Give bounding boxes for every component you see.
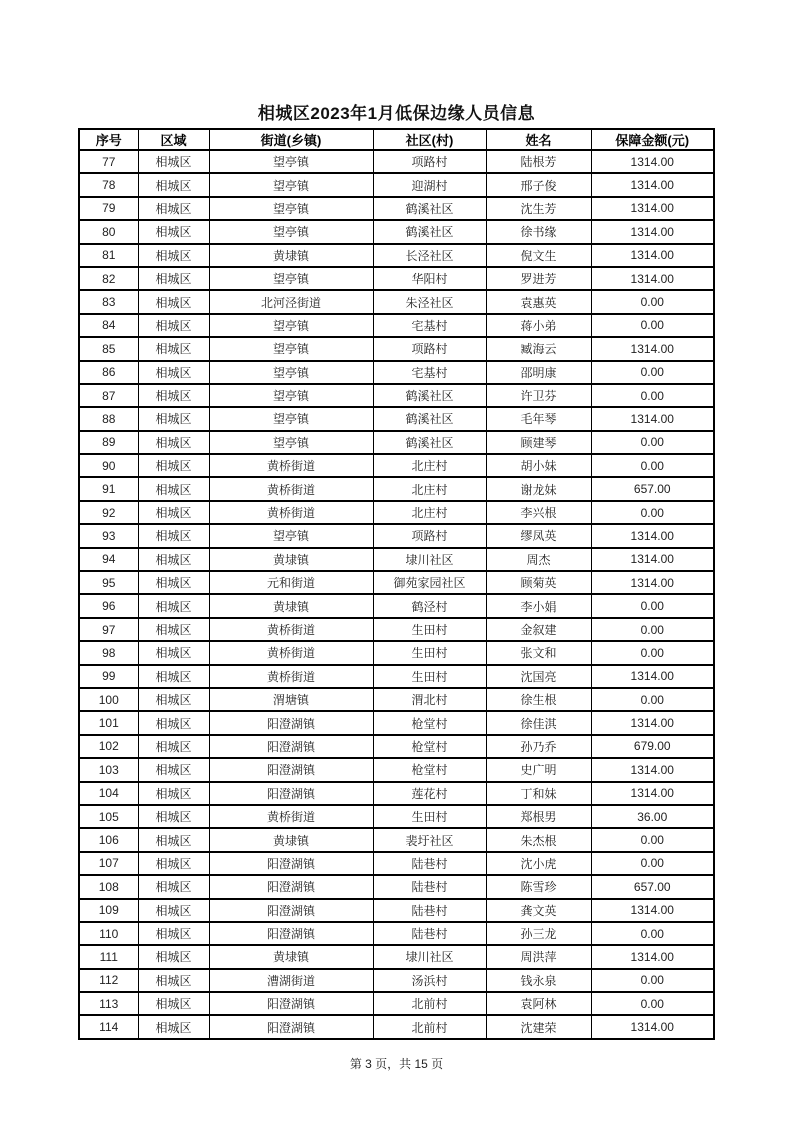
table-cell: 相城区 xyxy=(138,688,209,711)
table-cell: 相城区 xyxy=(138,758,209,781)
table-cell: 1314.00 xyxy=(591,758,714,781)
table-row xyxy=(79,688,714,711)
table-cell: 黄桥街道 xyxy=(209,805,373,828)
table-cell: 莲花村 xyxy=(373,782,486,805)
table-cell: 111 xyxy=(79,945,138,968)
table-cell: 黄桥街道 xyxy=(209,477,373,500)
table-cell: 李小娟 xyxy=(486,594,591,617)
table-cell: 相城区 xyxy=(138,969,209,992)
table-cell: 相城区 xyxy=(138,782,209,805)
table-cell: 相城区 xyxy=(138,454,209,477)
table-cell: 北庄村 xyxy=(373,501,486,524)
table-row xyxy=(79,501,714,524)
table-cell: 相城区 xyxy=(138,220,209,243)
table-cell: 阳澄湖镇 xyxy=(209,992,373,1015)
table-cell: 相城区 xyxy=(138,618,209,641)
table-cell: 鹤溪社区 xyxy=(373,407,486,430)
table-cell: 101 xyxy=(79,711,138,734)
table-row xyxy=(79,173,714,196)
table-cell: 蒋小弟 xyxy=(486,314,591,337)
table-cell: 阳澄湖镇 xyxy=(209,735,373,758)
table-cell: 100 xyxy=(79,688,138,711)
table-cell: 相城区 xyxy=(138,641,209,664)
table-cell: 相城区 xyxy=(138,477,209,500)
table-cell: 望亭镇 xyxy=(209,431,373,454)
table-cell: 0.00 xyxy=(591,969,714,992)
table-cell: 相城区 xyxy=(138,150,209,173)
table-cell: 相城区 xyxy=(138,922,209,945)
table-cell: 阳澄湖镇 xyxy=(209,1015,373,1039)
table-cell: 郑根男 xyxy=(486,805,591,828)
table-cell: 北庄村 xyxy=(373,454,486,477)
table-cell: 李兴根 xyxy=(486,501,591,524)
table-row xyxy=(79,290,714,313)
table-cell: 113 xyxy=(79,992,138,1015)
table-cell: 相城区 xyxy=(138,314,209,337)
table-cell: 0.00 xyxy=(591,922,714,945)
column-header-district: 区域 xyxy=(138,129,209,150)
table-row xyxy=(79,969,714,992)
table-cell: 阳澄湖镇 xyxy=(209,852,373,875)
table-cell: 生田村 xyxy=(373,641,486,664)
table-cell: 93 xyxy=(79,524,138,547)
table-cell: 望亭镇 xyxy=(209,407,373,430)
table-cell: 望亭镇 xyxy=(209,524,373,547)
table-cell: 北前村 xyxy=(373,992,486,1015)
table-cell: 1314.00 xyxy=(591,407,714,430)
table-cell: 生田村 xyxy=(373,618,486,641)
table-cell: 相城区 xyxy=(138,594,209,617)
table-cell: 1314.00 xyxy=(591,1015,714,1039)
table-cell: 104 xyxy=(79,782,138,805)
table-cell: 0.00 xyxy=(591,501,714,524)
table-cell: 0.00 xyxy=(591,852,714,875)
table-cell: 北庄村 xyxy=(373,477,486,500)
table-cell: 1314.00 xyxy=(591,548,714,571)
table-cell: 86 xyxy=(79,361,138,384)
table-cell: 渭北村 xyxy=(373,688,486,711)
table-cell: 钱永泉 xyxy=(486,969,591,992)
table-cell: 黄埭镇 xyxy=(209,244,373,267)
table-cell: 85 xyxy=(79,337,138,360)
table-row xyxy=(79,1015,714,1039)
table-cell: 徐书缘 xyxy=(486,220,591,243)
table-cell: 99 xyxy=(79,665,138,688)
table-cell: 项路村 xyxy=(373,150,486,173)
table-cell: 望亭镇 xyxy=(209,337,373,360)
table-cell: 1314.00 xyxy=(591,267,714,290)
table-cell: 1314.00 xyxy=(591,150,714,173)
table-cell: 鹤溪社区 xyxy=(373,220,486,243)
table-row xyxy=(79,150,714,173)
table-cell: 望亭镇 xyxy=(209,267,373,290)
table-row xyxy=(79,641,714,664)
table-cell: 657.00 xyxy=(591,875,714,898)
table-cell: 顾菊英 xyxy=(486,571,591,594)
page-title: 相城区2023年1月低保边缘人员信息 xyxy=(257,104,536,123)
table-cell: 1314.00 xyxy=(591,571,714,594)
table-cell: 0.00 xyxy=(591,454,714,477)
table-cell: 80 xyxy=(79,220,138,243)
table-cell: 望亭镇 xyxy=(209,384,373,407)
table-cell: 枪堂村 xyxy=(373,758,486,781)
table-row xyxy=(79,945,714,968)
table-cell: 0.00 xyxy=(591,384,714,407)
table-cell: 长泾社区 xyxy=(373,244,486,267)
table-row xyxy=(79,665,714,688)
table-cell: 110 xyxy=(79,922,138,945)
table-cell: 周杰 xyxy=(486,548,591,571)
table-row xyxy=(79,197,714,220)
table-cell: 漕湖街道 xyxy=(209,969,373,992)
table-cell: 黄桥街道 xyxy=(209,618,373,641)
table-cell: 沈生芳 xyxy=(486,197,591,220)
table-cell: 相城区 xyxy=(138,267,209,290)
table-cell: 相城区 xyxy=(138,875,209,898)
table-cell: 陆根芳 xyxy=(486,150,591,173)
table-cell: 黄埭镇 xyxy=(209,548,373,571)
table-cell: 相城区 xyxy=(138,665,209,688)
table-cell: 106 xyxy=(79,828,138,851)
table-cell: 宅基村 xyxy=(373,314,486,337)
table-row xyxy=(79,431,714,454)
table-cell: 114 xyxy=(79,1015,138,1039)
table-cell: 陆巷村 xyxy=(373,875,486,898)
table-cell: 鹤溪社区 xyxy=(373,197,486,220)
table-row xyxy=(79,524,714,547)
table-cell: 望亭镇 xyxy=(209,314,373,337)
table-cell: 0.00 xyxy=(591,594,714,617)
table-row xyxy=(79,711,714,734)
table-cell: 相城区 xyxy=(138,548,209,571)
table-cell: 项路村 xyxy=(373,524,486,547)
table-cell: 91 xyxy=(79,477,138,500)
table-cell: 项路村 xyxy=(373,337,486,360)
table-cell: 鹤溪社区 xyxy=(373,431,486,454)
table-cell: 沈建荣 xyxy=(486,1015,591,1039)
table-cell: 朱泾社区 xyxy=(373,290,486,313)
table-cell: 黄埭镇 xyxy=(209,945,373,968)
beneficiary-table xyxy=(78,128,715,1040)
table-cell: 阳澄湖镇 xyxy=(209,711,373,734)
table-cell: 0.00 xyxy=(591,828,714,851)
table-cell: 谢龙妹 xyxy=(486,477,591,500)
table-cell: 相城区 xyxy=(138,945,209,968)
table-cell: 黄桥街道 xyxy=(209,665,373,688)
table-cell: 孙三龙 xyxy=(486,922,591,945)
table-cell: 迎湖村 xyxy=(373,173,486,196)
table-cell: 枪堂村 xyxy=(373,735,486,758)
table-cell: 107 xyxy=(79,852,138,875)
table-cell: 1314.00 xyxy=(591,337,714,360)
table-cell: 胡小妹 xyxy=(486,454,591,477)
table-cell: 黄埭镇 xyxy=(209,594,373,617)
table-cell: 1314.00 xyxy=(591,220,714,243)
table-cell: 0.00 xyxy=(591,431,714,454)
table-cell: 相城区 xyxy=(138,571,209,594)
table-cell: 望亭镇 xyxy=(209,197,373,220)
column-header-amount: 保障金额(元) xyxy=(591,129,714,150)
table-cell: 华阳村 xyxy=(373,267,486,290)
table-row xyxy=(79,922,714,945)
table-cell: 周洪萍 xyxy=(486,945,591,968)
table-row xyxy=(79,361,714,384)
table-cell: 96 xyxy=(79,594,138,617)
table-cell: 相城区 xyxy=(138,501,209,524)
table-cell: 84 xyxy=(79,314,138,337)
table-cell: 相城区 xyxy=(138,852,209,875)
table-cell: 相城区 xyxy=(138,524,209,547)
table-cell: 81 xyxy=(79,244,138,267)
table-cell: 0.00 xyxy=(591,641,714,664)
table-cell: 87 xyxy=(79,384,138,407)
table-cell: 1314.00 xyxy=(591,945,714,968)
table-cell: 1314.00 xyxy=(591,197,714,220)
table-cell: 679.00 xyxy=(591,735,714,758)
table-row xyxy=(79,548,714,571)
table-cell: 94 xyxy=(79,548,138,571)
table-cell: 112 xyxy=(79,969,138,992)
table-cell: 毛年琴 xyxy=(486,407,591,430)
table-cell: 陆巷村 xyxy=(373,852,486,875)
table-cell: 92 xyxy=(79,501,138,524)
table-cell: 相城区 xyxy=(138,805,209,828)
table-cell: 36.00 xyxy=(591,805,714,828)
column-header-street: 街道(乡镇) xyxy=(209,129,373,150)
table-cell: 鹤溪社区 xyxy=(373,384,486,407)
table-cell: 陈雪珍 xyxy=(486,875,591,898)
table-cell: 埭川社区 xyxy=(373,548,486,571)
table-row xyxy=(79,852,714,875)
table-cell: 臧海云 xyxy=(486,337,591,360)
table-cell: 龚文英 xyxy=(486,899,591,922)
table-cell: 83 xyxy=(79,290,138,313)
table-cell: 77 xyxy=(79,150,138,173)
table-cell: 望亭镇 xyxy=(209,220,373,243)
table-cell: 陆巷村 xyxy=(373,899,486,922)
table-cell: 89 xyxy=(79,431,138,454)
table-cell: 黄桥街道 xyxy=(209,641,373,664)
table-cell: 埭川社区 xyxy=(373,945,486,968)
table-row xyxy=(79,477,714,500)
table-cell: 孙乃乔 xyxy=(486,735,591,758)
table-row xyxy=(79,828,714,851)
table-cell: 1314.00 xyxy=(591,782,714,805)
table-cell: 相城区 xyxy=(138,1015,209,1039)
table-cell: 相城区 xyxy=(138,244,209,267)
table-cell: 1314.00 xyxy=(591,899,714,922)
table-cell: 望亭镇 xyxy=(209,361,373,384)
table-row xyxy=(79,875,714,898)
table-cell: 元和街道 xyxy=(209,571,373,594)
table-cell: 沈小虎 xyxy=(486,852,591,875)
table-cell: 北前村 xyxy=(373,1015,486,1039)
table-cell: 北河泾街道 xyxy=(209,290,373,313)
table-cell: 许卫芬 xyxy=(486,384,591,407)
table-cell: 相城区 xyxy=(138,899,209,922)
table-cell: 阳澄湖镇 xyxy=(209,758,373,781)
table-cell: 张文和 xyxy=(486,641,591,664)
table-cell: 黄桥街道 xyxy=(209,454,373,477)
table-cell: 邵明康 xyxy=(486,361,591,384)
table-cell: 枪堂村 xyxy=(373,711,486,734)
table-row xyxy=(79,454,714,477)
table-cell: 相城区 xyxy=(138,290,209,313)
table-cell: 生田村 xyxy=(373,805,486,828)
table-cell: 0.00 xyxy=(591,290,714,313)
table-row xyxy=(79,571,714,594)
table-row xyxy=(79,758,714,781)
table-cell: 105 xyxy=(79,805,138,828)
table-cell: 倪文生 xyxy=(486,244,591,267)
table-cell: 102 xyxy=(79,735,138,758)
table-cell: 1314.00 xyxy=(591,173,714,196)
table-cell: 缪凤英 xyxy=(486,524,591,547)
table-cell: 袁惠英 xyxy=(486,290,591,313)
table-cell: 79 xyxy=(79,197,138,220)
table-cell: 朱杰根 xyxy=(486,828,591,851)
table-cell: 汤浜村 xyxy=(373,969,486,992)
table-cell: 1314.00 xyxy=(591,711,714,734)
table-cell: 78 xyxy=(79,173,138,196)
table-cell: 史广明 xyxy=(486,758,591,781)
table-cell: 103 xyxy=(79,758,138,781)
table-cell: 相城区 xyxy=(138,337,209,360)
table-cell: 裴圩社区 xyxy=(373,828,486,851)
table-cell: 657.00 xyxy=(591,477,714,500)
table-cell: 阳澄湖镇 xyxy=(209,922,373,945)
table-cell: 望亭镇 xyxy=(209,173,373,196)
table-cell: 望亭镇 xyxy=(209,150,373,173)
table-cell: 御苑家园社区 xyxy=(373,571,486,594)
table-row xyxy=(79,805,714,828)
table-row xyxy=(79,314,714,337)
table-cell: 相城区 xyxy=(138,173,209,196)
table-cell: 阳澄湖镇 xyxy=(209,875,373,898)
table-cell: 88 xyxy=(79,407,138,430)
table-cell: 罗进芳 xyxy=(486,267,591,290)
table-cell: 0.00 xyxy=(591,361,714,384)
table-row xyxy=(79,782,714,805)
table-row xyxy=(79,244,714,267)
table-cell: 阳澄湖镇 xyxy=(209,899,373,922)
table-cell: 0.00 xyxy=(591,688,714,711)
table-cell: 黄埭镇 xyxy=(209,828,373,851)
table-body xyxy=(79,150,714,1039)
table-row xyxy=(79,384,714,407)
table-cell: 相城区 xyxy=(138,828,209,851)
table-cell: 鹤泾村 xyxy=(373,594,486,617)
table-cell: 相城区 xyxy=(138,711,209,734)
table-row xyxy=(79,267,714,290)
table-cell: 生田村 xyxy=(373,665,486,688)
column-header-community: 社区(村) xyxy=(373,129,486,150)
table-cell: 沈国亮 xyxy=(486,665,591,688)
table-cell: 相城区 xyxy=(138,992,209,1015)
table-row xyxy=(79,594,714,617)
table-cell: 0.00 xyxy=(591,618,714,641)
table-row xyxy=(79,407,714,430)
page-number-footer: 第 3 页，共 15 页 xyxy=(349,1057,444,1071)
table-cell: 98 xyxy=(79,641,138,664)
column-header-index: 序号 xyxy=(79,129,138,150)
table-cell: 109 xyxy=(79,899,138,922)
table-cell: 97 xyxy=(79,618,138,641)
table-cell: 徐佳淇 xyxy=(486,711,591,734)
table-cell: 徐生根 xyxy=(486,688,591,711)
table-cell: 相城区 xyxy=(138,407,209,430)
table-cell: 90 xyxy=(79,454,138,477)
table-cell: 相城区 xyxy=(138,361,209,384)
table-row xyxy=(79,337,714,360)
table-cell: 1314.00 xyxy=(591,244,714,267)
table-row xyxy=(79,899,714,922)
table-cell: 宅基村 xyxy=(373,361,486,384)
table-cell: 相城区 xyxy=(138,431,209,454)
table-cell: 邢子俊 xyxy=(486,173,591,196)
table-cell: 1314.00 xyxy=(591,524,714,547)
table-cell: 金叙建 xyxy=(486,618,591,641)
table-cell: 相城区 xyxy=(138,197,209,220)
table-row xyxy=(79,220,714,243)
table-cell: 丁和妹 xyxy=(486,782,591,805)
table-cell: 相城区 xyxy=(138,384,209,407)
table-cell: 袁阿林 xyxy=(486,992,591,1015)
table-header-row xyxy=(79,129,714,150)
table-cell: 82 xyxy=(79,267,138,290)
table-cell: 阳澄湖镇 xyxy=(209,782,373,805)
table-row xyxy=(79,618,714,641)
table-cell: 0.00 xyxy=(591,314,714,337)
table-row xyxy=(79,992,714,1015)
table-cell: 黄桥街道 xyxy=(209,501,373,524)
table-cell: 95 xyxy=(79,571,138,594)
table-cell: 陆巷村 xyxy=(373,922,486,945)
table-row xyxy=(79,735,714,758)
table-cell: 0.00 xyxy=(591,992,714,1015)
table-cell: 108 xyxy=(79,875,138,898)
table-cell: 相城区 xyxy=(138,735,209,758)
table-cell: 顾建琴 xyxy=(486,431,591,454)
column-header-name: 姓名 xyxy=(486,129,591,150)
table-cell: 1314.00 xyxy=(591,665,714,688)
table-cell: 渭塘镇 xyxy=(209,688,373,711)
